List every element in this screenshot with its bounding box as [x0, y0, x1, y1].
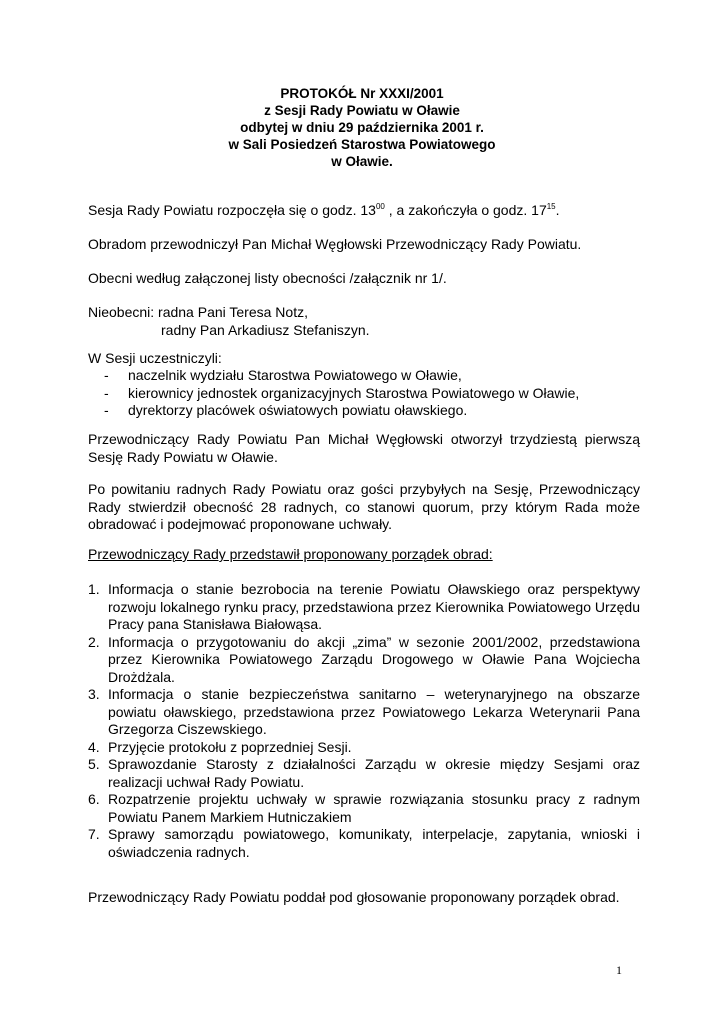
absent-line-1: Nieobecni: radna Pani Teresa Notz, — [88, 304, 308, 320]
session-end-text: , a zakończyła o godz. 17 — [384, 202, 547, 218]
session-end-minutes: 15 — [546, 202, 556, 211]
agenda-item-number: 2. — [88, 633, 100, 650]
session-end-period: . — [555, 202, 560, 218]
attendance-paragraph: Obecni według załączonej listy obecności /załącznik nr 1/. — [88, 270, 447, 286]
list-item-text: naczelnik wydziału Starostwa Powiatowego w Oławie, — [128, 367, 462, 383]
title-line: w Oławie. — [331, 154, 393, 169]
page-number: 1 — [616, 963, 622, 977]
agenda-item — [88, 826, 640, 861]
title-line: w Sali Posiedzeń Starostwa Powiatowego — [228, 137, 496, 152]
agenda-item-number: 5. — [88, 756, 100, 772]
agenda-item-number: 3. — [88, 686, 100, 702]
agenda-item-number: 1. — [88, 581, 100, 597]
list-marker: - — [104, 384, 109, 401]
list-marker: - — [104, 367, 109, 383]
list-marker: - — [104, 402, 109, 418]
list-item — [104, 385, 664, 403]
agenda-item — [88, 791, 640, 826]
agenda-item-text: Przyjęcie protokołu z poprzedniej Sesji. — [108, 738, 352, 755]
absent-line-2: radny Pan Arkadiusz Stefaniszyn. — [161, 321, 370, 338]
agenda-heading: Przewodniczący Rady przedstawił proponowany porządek obrad: — [88, 546, 493, 562]
quorum-paragraph: Po powitaniu radnych Rady Powiatu oraz gości przybyłych na Sesję, Przewodniczący Rady stwierdził obecność 28 radnych, co stanowi quorum, przy którym Rada może obradować i podejmować proponowane uchwały. — [88, 481, 640, 532]
list-item — [104, 402, 664, 420]
agenda-item-text: Sprawozdanie Starosty z działalności Zarządu w okresie między Sesjami oraz realizacji uchwał Rady Powiatu. — [108, 756, 640, 790]
agenda-item-number: 4. — [88, 738, 100, 755]
participants-list — [104, 367, 664, 420]
agenda-item-text: Informacja o stanie bezrobocia na terenie Powiatu Oławskiego oraz perspektywy rozwoju lokalnego rynku pracy, przedstawiona przez Kierownika Powiatowego Urzędu Pracy pana Stanisława Białowąsa. — [108, 581, 641, 632]
title-line: z Sesji Rady Powiatu w Oławie — [264, 103, 460, 118]
title-line: PROTOKÓŁ Nr XXXI/2001 — [280, 86, 444, 101]
participants-heading: W Sesji uczestniczyli: — [88, 350, 222, 366]
list-item-text: kierownicy jednostek organizacyjnych Starostwa Powiatowego w Oławie, — [128, 384, 580, 401]
session-start-text: Sesja Rady Powiatu rozpoczęła się o godz. 13 — [88, 202, 376, 218]
session-start-minutes: 00 — [375, 202, 385, 211]
list-item — [104, 367, 664, 385]
opening-paragraph: Przewodniczący Rady Powiatu Pan Michał Węgłowski otworzył trzydziestą pierwszą Sesję Rady Powiatu w Oławie. — [88, 431, 640, 465]
agenda-list — [88, 581, 640, 861]
vote-paragraph: Przewodniczący Rady Powiatu poddał pod głosowanie proponowany porządek obrad. — [88, 889, 620, 905]
agenda-item-number: 7. — [88, 826, 100, 842]
agenda-item-text: Sprawy samorządu powiatowego, komunikaty, interpelacje, zapytania, wnioski i oświadczenia radnych. — [108, 826, 640, 860]
agenda-item — [88, 581, 640, 634]
agenda-item-text: Informacja o stanie bezpieczeństwa sanitarno – weterynaryjnego na obszarze powiatu oławskiego, przedstawiona przez Powiatowego Lekarza Weterynarii Pana Grzegorza Ciszewskiego. — [108, 686, 640, 737]
document-title — [0, 85, 724, 170]
agenda-item — [88, 739, 640, 757]
agenda-item — [88, 686, 640, 739]
session-time-paragraph — [88, 202, 640, 220]
agenda-item-number: 6. — [88, 791, 100, 807]
agenda-item-text: Informacja o przygotowaniu do akcji „zima” w sezonie 2001/2002, przedstawiona przez Kierownika Powiatowego Zarządu Drogowego w Oławie Pana Wojciecha Drożdżala. — [108, 633, 640, 685]
list-item-text: dyrektorzy placówek oświatowych powiatu oławskiego. — [128, 402, 468, 418]
absent-paragraph — [88, 304, 640, 339]
chairman-paragraph: Obradom przewodniczył Pan Michał Węgłowski Przewodniczący Rady Powiatu. — [88, 236, 582, 252]
agenda-item — [88, 756, 640, 791]
agenda-item-text: Rozpatrzenie projektu uchwały w sprawie rozwiązania stosunku pracy z radnym Powiatu Panem Markiem Hutniczakiem — [108, 791, 640, 825]
agenda-item — [88, 634, 640, 687]
title-line: odbytej w dniu 29 października 2001 r. — [240, 120, 484, 135]
